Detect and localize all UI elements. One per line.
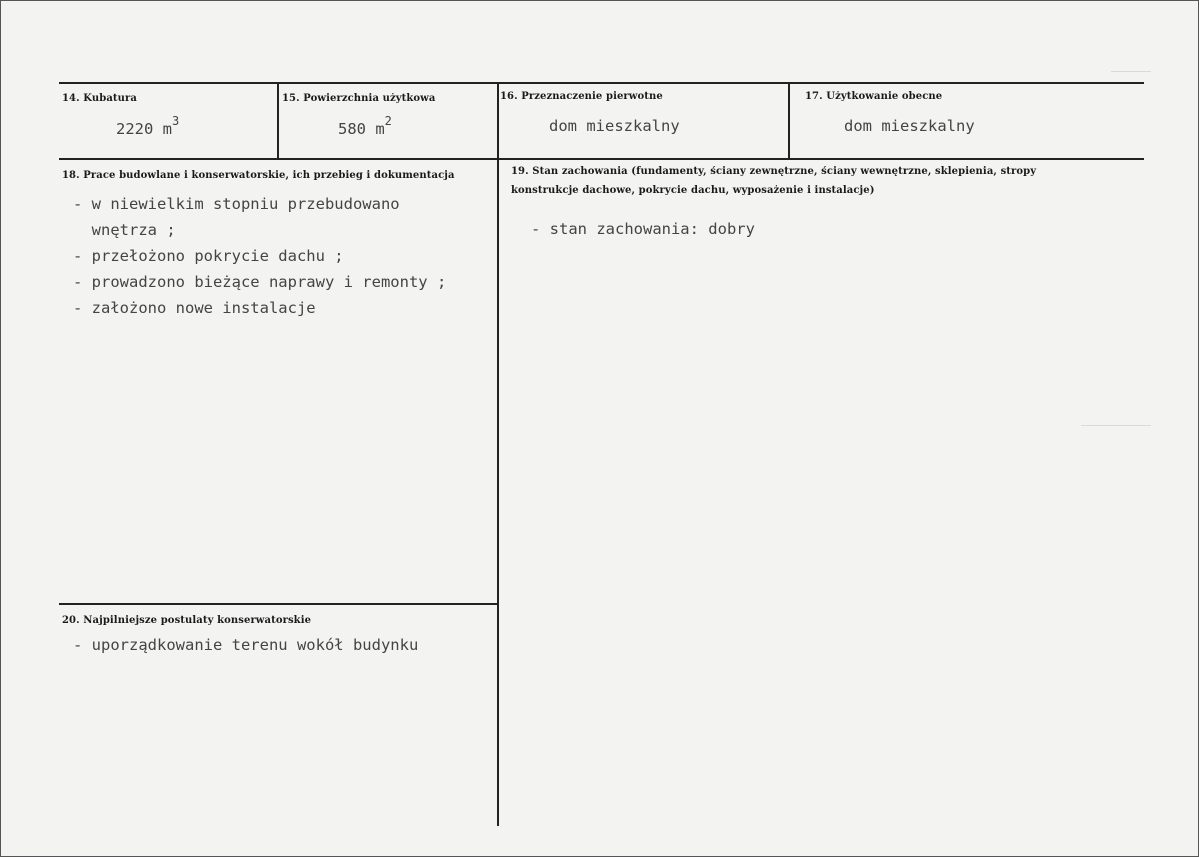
field-15-label: 15. Powierzchnia użytkowa xyxy=(282,93,436,104)
field-15-value xyxy=(338,114,392,139)
rule-v-14-15 xyxy=(277,84,279,159)
field-17-label: 17. Użytkowanie obecne xyxy=(805,91,943,102)
field-14-label: 14. Kubatura xyxy=(62,93,137,104)
list-item: - założono nowe instalacje xyxy=(73,299,316,317)
showthrough-line xyxy=(1111,71,1151,72)
field-15-value-text: 580 m xyxy=(338,120,385,139)
field-15-unit-sup: 2 xyxy=(384,114,392,128)
list-item: wnętrza ; xyxy=(73,221,176,239)
list-item: - przełożono pokrycie dachu ; xyxy=(73,247,344,265)
field-20-label: 20. Najpilniejsze postulaty konserwatorskie xyxy=(62,615,312,626)
rule-row1-bottom xyxy=(59,158,1144,160)
field-16-value: dom mieszkalny xyxy=(549,117,680,135)
rule-v-main xyxy=(497,160,499,826)
field-19-label-line1: 19. Stan zachowania (fundamenty, ściany zewnętrzne, ściany wewnętrzne, sklepienia, stropy xyxy=(511,166,1037,177)
field-17-value: dom mieszkalny xyxy=(844,117,975,135)
rule-v-15-16 xyxy=(497,84,499,159)
list-item: - w niewielkim stopniu przebudowano xyxy=(73,195,400,213)
list-item: - prowadzono bieżące naprawy i remonty ; xyxy=(73,273,447,291)
list-item: - stan zachowania: dobry xyxy=(531,220,755,238)
rule-20-top xyxy=(59,603,497,605)
field-14-value-text: 2220 m xyxy=(116,120,172,139)
field-14-unit-sup: 3 xyxy=(172,114,180,128)
field-19-label-line2: konstrukcje dachowe, pokrycie dachu, wyposażenie i instalacje) xyxy=(511,185,875,196)
field-16-label: 16. Przeznaczenie pierwotne xyxy=(500,91,663,102)
list-item: - uporządkowanie terenu wokół budynku xyxy=(73,636,419,654)
field-14-value xyxy=(116,114,180,139)
rule-top xyxy=(59,82,1144,84)
rule-v-16-17 xyxy=(788,84,790,159)
showthrough-line xyxy=(1081,425,1151,426)
field-18-label: 18. Prace budowlane i konserwatorskie, ich przebieg i dokumentacja xyxy=(62,170,455,181)
